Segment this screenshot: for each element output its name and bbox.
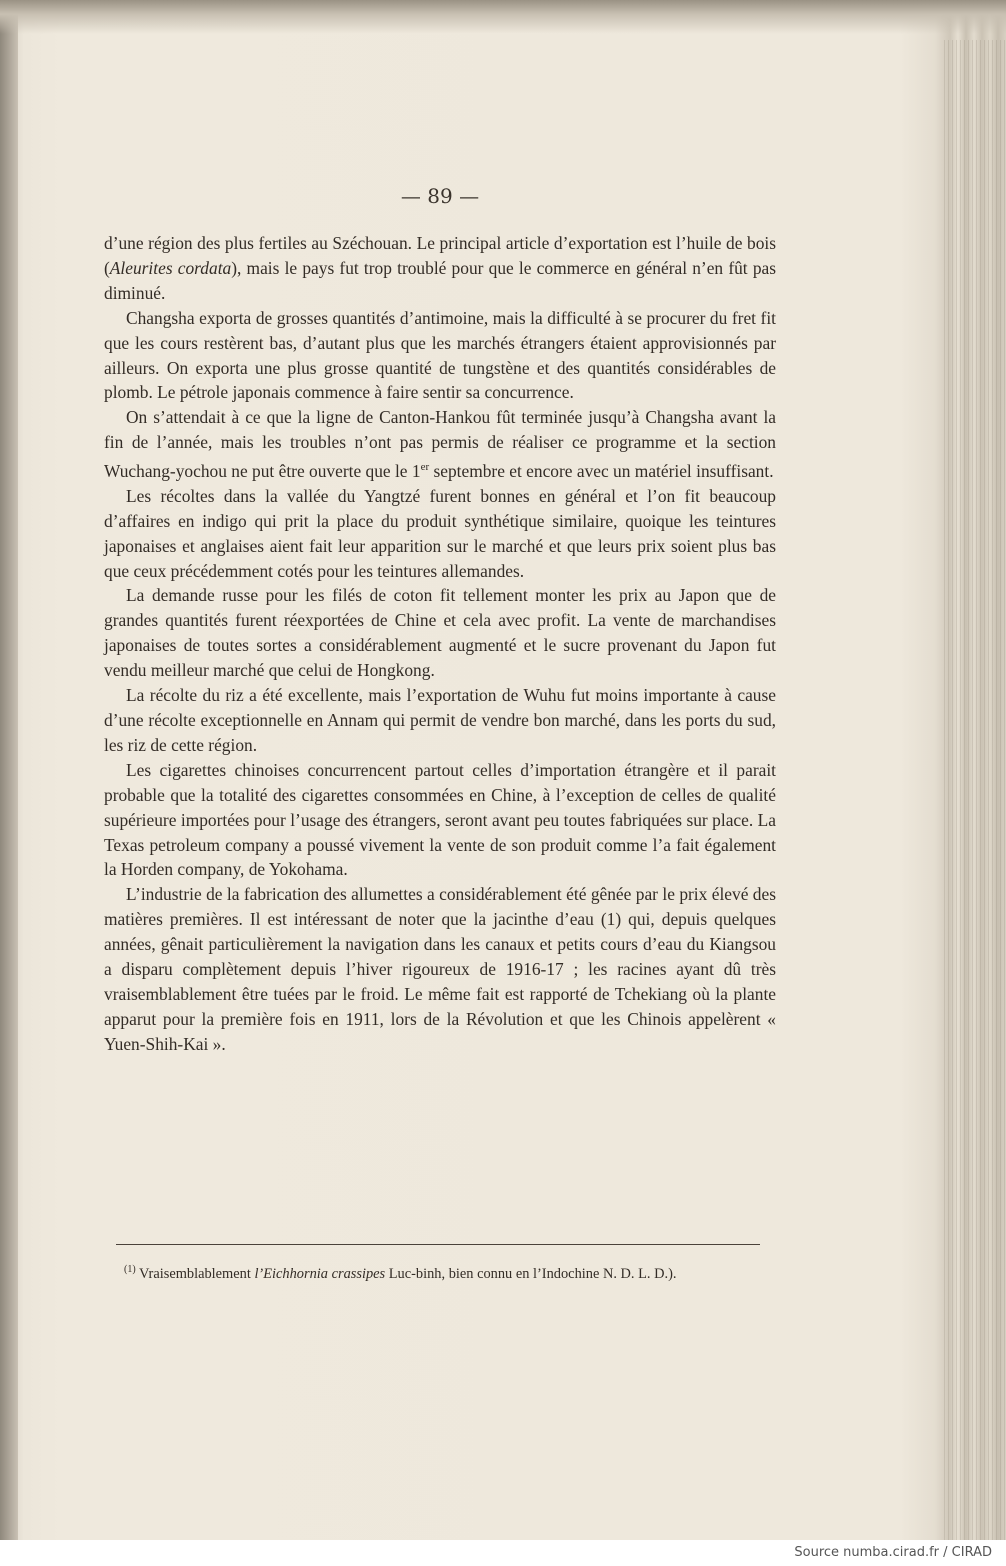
paragraph-p1 xyxy=(104,231,776,306)
paragraph-p7 xyxy=(104,758,776,883)
footnote xyxy=(104,1264,776,1285)
text-run: Luc-binh, bien connu en l’Indochine N. D. L. D.). xyxy=(385,1266,677,1282)
text-run: ), mais le pays fut trop troublé pour que le commerce en général n’en fût pas diminué. xyxy=(104,257,777,303)
source-credit: Source numba.cirad.fr / CIRAD xyxy=(794,1545,992,1560)
text-run: Vraisemblablement xyxy=(135,1266,255,1282)
paragraph-p3 xyxy=(104,405,776,484)
paragraph-p6 xyxy=(104,683,776,758)
italic-text: Aleurites cordata xyxy=(109,257,232,278)
text-run: septembre et encore avec un matériel insuffisant. xyxy=(429,460,774,481)
paragraph-p8 xyxy=(104,882,776,1056)
text-run: Changsha exporta de grosses quantités d’antimoine, mais la difficulté à se procurer du fret fit que les cours restèrent bas, d’autant plus que les marchés étrangers étaient approvisionnés par ailleurs. On exporta une plus grosse quantité de tungstène et des quantités considérables de plomb. Le pétrole japonais commence à faire sentir sa concurrence. xyxy=(104,307,776,403)
footnote-marker: (1) xyxy=(124,1264,136,1276)
paragraph-p5 xyxy=(104,583,776,683)
text-run: Les récoltes dans la vallée du Yangtzé furent bonnes en général et l’on fit beaucoup d’affaires en indigo qui prit la place du produit synthétique similaire, quoique les teintures japonaises et anglaises aient fait leur apparition sur le marché et que leurs prix soient plus bas que ceux précédemment cotés pour les teintures allemandes. xyxy=(104,485,776,581)
page-top-shadow xyxy=(0,0,1006,34)
footnote-rule xyxy=(116,1244,760,1245)
paragraph-p4 xyxy=(104,484,776,584)
footnote-text xyxy=(104,1264,776,1285)
book-gutter xyxy=(0,0,18,1540)
page-number: — 89 — xyxy=(400,184,480,208)
page-edges xyxy=(944,40,1006,1540)
text-run: L’industrie de la fabrication des allumettes a considérablement été gênée par le prix élevé des matières premières. Il est intéressant de noter que la jacinthe d’eau (1) qui, depuis quelques années, gênait particulièrement la navigation dans les canaux et petits cours d’eau du Kiangsou a disparu complètement depuis l’hiver rigoureux de 1916-17 ; les racines ayant dû très vraisemblablement être tuées par le froid. Le même fait est rapporté de Tchekiang où la plante apparut pour la première fois en 1911, lors de la Révolution et que les Chinois appelèrent « Yuen-Shih-Kai ». xyxy=(104,884,776,1054)
italic-text: l’Eichhornia crassipes xyxy=(254,1266,386,1282)
body-text xyxy=(104,231,776,1057)
paragraph-p2 xyxy=(104,306,776,406)
text-run: Les cigarettes chinoises concurrencent partout celles d’importation étrangère et il parait probable que la totalité des cigarettes consommées en Chine, à l’exception de celles de qualité supérieure importées pour l’usage des étrangers, seront avant peu toutes fabriquées sur place. La Texas petroleum company a poussé vivement la vente de son produit comme l’a fait également la Horden company, de Yokohama. xyxy=(104,759,776,880)
text-run: La demande russe pour les filés de coton fit tellement monter les prix au Japon que de grandes quantités furent réexportées de Chine et cela avec profit. La vente de marchandises japonaises de toutes sortes a considérablement augmenté et le sucre provenant du Japon fut vendu meilleur marché que celui de Hongkong. xyxy=(104,585,776,681)
text-run: d’une région des plus fertiles au Széchouan. Le principal article d’exportation est l’huile de bois ( xyxy=(104,233,776,278)
text-run: On s’attendait à ce que la ligne de Canton-Hankou fût terminée jusqu’à Changsha avant la fin de l’année, mais les troubles n’ont pas permis de réaliser ce programme et la section Wuchang-yochou ne put être ouverte que le 1 xyxy=(104,407,776,481)
text-run: La récolte du riz a été excellente, mais l’exportation de Wuhu fut moins importante à cause d’une récolte exceptionnelle en Annam qui permit de vendre bon marché, dans les ports du sud, les riz de cette région. xyxy=(104,685,776,755)
superscript-text: er xyxy=(420,461,430,474)
